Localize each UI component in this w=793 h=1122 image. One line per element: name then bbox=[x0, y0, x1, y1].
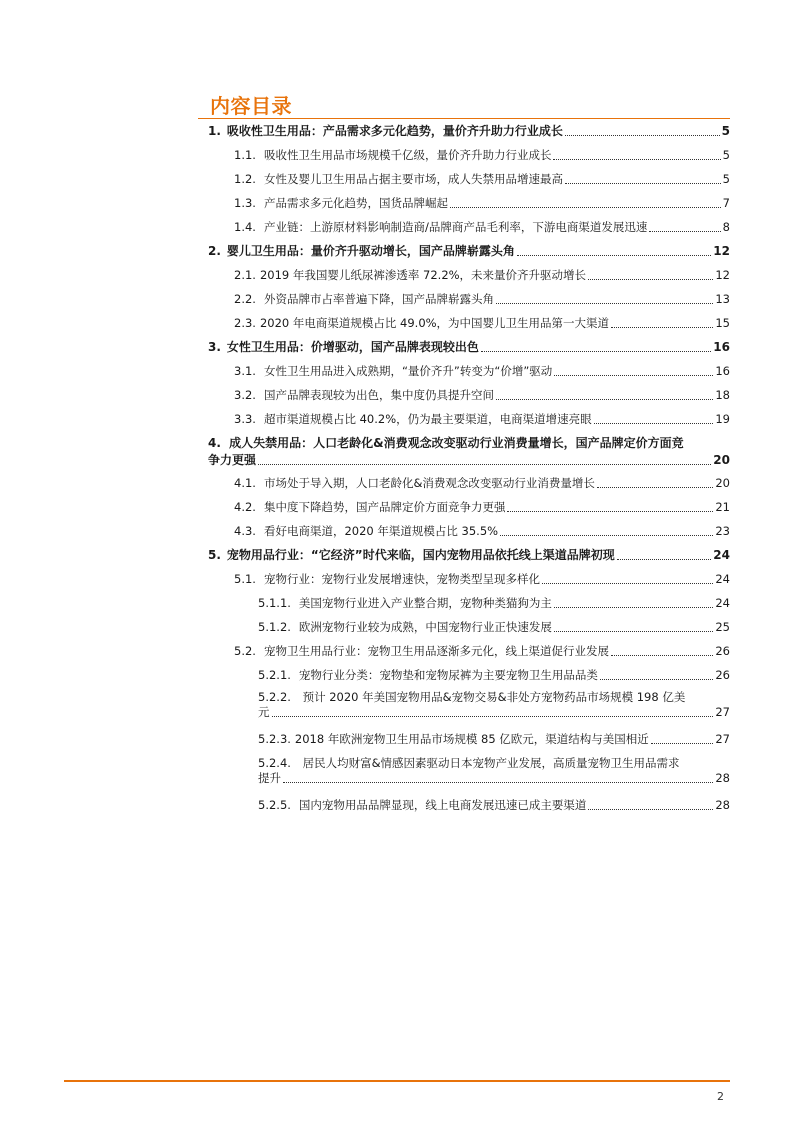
toc-entry-5-2-4[interactable] bbox=[258, 756, 730, 786]
toc-entry-5-2-1[interactable] bbox=[258, 668, 730, 683]
toc-leader-dots bbox=[588, 809, 713, 810]
toc-entry-number: 5.1.1. bbox=[258, 596, 291, 610]
toc-entry-5-2-3[interactable] bbox=[258, 732, 730, 747]
toc-entry-3[interactable] bbox=[208, 340, 730, 355]
toc-leader-dots bbox=[496, 399, 713, 400]
toc-entry-number: 1.1. bbox=[234, 148, 256, 162]
toc-entry-page: 21 bbox=[715, 500, 730, 514]
toc-entry-text: 宠物行业：宠物行业发展增速快，宠物类型呈现多样化 bbox=[263, 572, 540, 586]
toc-leader-dots bbox=[500, 535, 713, 536]
toc-entry-number: 5.1.2. bbox=[258, 620, 291, 634]
toc-entry-text: 欧洲宠物行业较为成熟，中国宠物行业正快速发展 bbox=[298, 620, 552, 634]
toc-leader-dots bbox=[600, 679, 713, 680]
toc-entry-text: 女性卫生用品进入成熟期，“量价齐升”转变为“价增”驱动 bbox=[263, 364, 553, 378]
toc-leader-dots bbox=[588, 279, 713, 280]
toc-entry-text: 女性卫生用品：价增驱动，国产品牌表现较出色 bbox=[226, 340, 479, 354]
toc-entry-number: 3.3. bbox=[234, 412, 256, 426]
toc-entry-4[interactable] bbox=[208, 436, 730, 468]
toc-leader-dots bbox=[283, 782, 713, 783]
toc-entry-text-continued: 提升 bbox=[258, 771, 281, 785]
toc-entry-text: 宠物行业分类：宠物垫和宠物尿裤为主要宠物卫生用品品类 bbox=[298, 668, 598, 682]
toc-leader-dots bbox=[651, 743, 714, 744]
toc-entry-page: 23 bbox=[715, 524, 730, 538]
toc-entry-text: 宠物用品行业：“它经济”时代来临，国内宠物用品依托线上渠道品牌初现 bbox=[226, 548, 615, 562]
toc-entry-line1 bbox=[258, 690, 730, 705]
toc-entry-number: 5.2.2. bbox=[258, 690, 291, 704]
toc-entry-page: 28 bbox=[715, 771, 730, 785]
toc-entry-5-1[interactable] bbox=[234, 572, 730, 587]
toc-title: 内容目录 bbox=[210, 94, 292, 118]
toc-leader-dots bbox=[542, 583, 713, 584]
toc-entry-text: 2020 年电商渠道规模占比 49.0%，为中国婴儿卫生用品第一大渠道 bbox=[259, 316, 610, 330]
toc-entry-number: 5.2. bbox=[234, 644, 256, 658]
toc-entry-number: 5.1. bbox=[234, 572, 256, 586]
toc-entry-text: 超市渠道规模占比 40.2%，仍为最主要渠道，电商渠道增速亮眼 bbox=[263, 412, 592, 426]
toc-leader-dots bbox=[554, 375, 713, 376]
toc-entry-page: 5 bbox=[722, 148, 730, 162]
toc-entry-page: 24 bbox=[715, 596, 730, 610]
toc-entry-1-3[interactable] bbox=[234, 196, 730, 211]
toc-entry-page: 27 bbox=[715, 732, 730, 746]
toc-entry-5-2[interactable] bbox=[234, 644, 730, 659]
toc-entry-2-3[interactable] bbox=[234, 316, 730, 331]
toc-entry-2-2[interactable] bbox=[234, 292, 730, 307]
toc-entry-text-continued: 元 bbox=[258, 705, 270, 719]
toc-entry-page: 28 bbox=[715, 798, 730, 812]
toc-entry-5-1-2[interactable] bbox=[258, 620, 730, 635]
toc-entry-text: 吸收性卫生用品市场规模千亿级，量价齐升助力行业成长 bbox=[263, 148, 552, 162]
toc-entry-text: 产业链：上游原材料影响制造商/品牌商产品毛利率，下游电商渠道发展迅速 bbox=[263, 220, 648, 234]
toc-entry-page: 5 bbox=[721, 124, 730, 138]
toc-leader-dots bbox=[450, 207, 721, 208]
footer-rule bbox=[64, 1080, 730, 1082]
toc-leader-dots bbox=[565, 135, 720, 136]
toc-entry-text: 外资品牌市占率普遍下降，国产品牌崭露头角 bbox=[263, 292, 494, 306]
toc-entry-number: 1.3. bbox=[234, 196, 256, 210]
page-number: 2 bbox=[717, 1090, 724, 1103]
toc-leader-dots bbox=[611, 327, 713, 328]
toc-entry-text: 预计 2020 年美国宠物用品&宠物交易&非处方宠物药品市场规模 198 亿美 bbox=[302, 690, 686, 704]
toc-entry-text: 婴儿卫生用品：量价齐升驱动增长，国产品牌崭露头角 bbox=[226, 244, 515, 258]
toc-title-rule bbox=[198, 118, 730, 119]
toc-entry-3-2[interactable] bbox=[234, 388, 730, 403]
toc-entry-number: 2.2. bbox=[234, 292, 256, 306]
toc-entry-text: 市场处于导入期，人口老龄化&消费观念改变驱动行业消费量增长 bbox=[263, 476, 595, 490]
toc-entry-line2 bbox=[258, 705, 730, 720]
toc-leader-dots bbox=[258, 464, 711, 465]
toc-leader-dots bbox=[554, 607, 713, 608]
toc-entry-text: 女性及婴儿卫生用品占据主要市场，成人失禁用品增速最高 bbox=[263, 172, 563, 186]
toc-entry-1-4[interactable] bbox=[234, 220, 730, 235]
toc-entry-number: 5.2.1. bbox=[258, 668, 291, 682]
toc-entry-page: 24 bbox=[715, 572, 730, 586]
toc-leader-dots bbox=[611, 655, 713, 656]
toc-entry-page: 26 bbox=[715, 644, 730, 658]
toc-entry-text: 国产品牌表现较为出色，集中度仍具提升空间 bbox=[263, 388, 494, 402]
toc-entry-number: 3.2. bbox=[234, 388, 256, 402]
toc-entry-number: 1. bbox=[208, 124, 221, 138]
toc-leader-dots bbox=[617, 559, 712, 560]
toc-entry-text: 吸收性卫生用品：产品需求多元化趋势，量价齐升助力行业成长 bbox=[226, 124, 563, 138]
toc-entry-line2 bbox=[258, 771, 730, 786]
toc-entry-number: 4.2. bbox=[234, 500, 256, 514]
toc-entry-number: 4. bbox=[208, 436, 221, 450]
toc-entry-3-1[interactable] bbox=[234, 364, 730, 379]
toc-leader-dots bbox=[481, 351, 711, 352]
toc-entry-1-2[interactable] bbox=[234, 172, 730, 187]
toc-entry-text: 美国宠物行业进入产业整合期，宠物种类猫狗为主 bbox=[298, 596, 552, 610]
toc-entry-page: 12 bbox=[713, 244, 730, 258]
toc-entry-page: 20 bbox=[715, 476, 730, 490]
toc-entry-text: 集中度下降趋势，国产品牌定价方面竞争力更强 bbox=[263, 500, 506, 514]
toc-entry-number: 2. bbox=[208, 244, 221, 258]
toc-entry-page: 5 bbox=[722, 172, 730, 186]
toc-entry-5-2-2[interactable] bbox=[258, 690, 730, 720]
toc-entry-number: 3. bbox=[208, 340, 221, 354]
toc-entry-page: 12 bbox=[715, 268, 730, 282]
toc-entry-page: 27 bbox=[715, 705, 730, 719]
toc-entry-page: 24 bbox=[713, 548, 730, 562]
toc-leader-dots bbox=[565, 183, 721, 184]
toc-entry-2[interactable] bbox=[208, 244, 730, 259]
toc-entry-page: 25 bbox=[715, 620, 730, 634]
toc-entry-number: 5.2.5. bbox=[258, 798, 291, 812]
toc-entry-number: 3.1. bbox=[234, 364, 256, 378]
toc-entry-4-1[interactable] bbox=[234, 476, 730, 491]
toc-entry-number: 2.1. bbox=[234, 268, 256, 282]
toc-entry-5[interactable] bbox=[208, 548, 730, 563]
toc-leader-dots bbox=[517, 255, 711, 256]
toc-leader-dots bbox=[496, 303, 713, 304]
toc-entry-1-1[interactable] bbox=[234, 148, 730, 163]
toc-leader-dots bbox=[594, 423, 714, 424]
toc-entry-text: 2019 年我国婴儿纸尿裤渗透率 72.2%，未来量价齐升驱动增长 bbox=[259, 268, 587, 282]
toc-entry-number: 1.4. bbox=[234, 220, 256, 234]
toc-entry-page: 19 bbox=[715, 412, 730, 426]
toc-leader-dots bbox=[272, 716, 714, 717]
toc-entry-text: 国内宠物用品品牌显现，线上电商发展迅速已成主要渠道 bbox=[298, 798, 587, 812]
toc-entry-line1 bbox=[258, 756, 730, 771]
toc-entry-line1 bbox=[208, 436, 730, 451]
toc-entry-3-3[interactable] bbox=[234, 412, 730, 427]
toc-entry-number: 2.3. bbox=[234, 316, 256, 330]
toc-entry-number: 5.2.3. bbox=[258, 732, 291, 746]
toc-entry-page: 15 bbox=[715, 316, 730, 330]
toc-entry-line2 bbox=[208, 453, 730, 468]
toc-entry-1[interactable] bbox=[208, 124, 730, 139]
toc-entry-4-2[interactable] bbox=[234, 500, 730, 515]
toc-entry-text-continued: 争力更强 bbox=[208, 453, 257, 467]
toc-entry-text: 看好电商渠道，2020 年渠道规模占比 35.5% bbox=[263, 524, 499, 538]
toc-entry-text: 宠物卫生用品行业：宠物卫生用品逐渐多元化，线上渠道促行业发展 bbox=[263, 644, 609, 658]
toc-entry-text: 居民人均财富&情感因素驱动日本宠物产业发展，高质量宠物卫生用品需求 bbox=[302, 756, 680, 770]
toc-entry-4-3[interactable] bbox=[234, 524, 730, 539]
toc-entry-page: 13 bbox=[715, 292, 730, 306]
toc-leader-dots bbox=[553, 159, 720, 160]
toc-entry-number: 4.3. bbox=[234, 524, 256, 538]
toc-entry-page: 26 bbox=[715, 668, 730, 682]
toc-entry-page: 20 bbox=[713, 453, 730, 467]
toc-entry-page: 16 bbox=[715, 364, 730, 378]
toc-leader-dots bbox=[554, 631, 713, 632]
toc-entry-text: 产品需求多元化趋势，国货品牌崛起 bbox=[263, 196, 448, 210]
toc-leader-dots bbox=[649, 231, 720, 232]
toc-entry-page: 8 bbox=[722, 220, 730, 234]
toc-entry-2-1[interactable] bbox=[234, 268, 730, 283]
toc-entry-text: 2018 年欧洲宠物卫生用品市场规模 85 亿欧元，渠道结构与美国相近 bbox=[294, 732, 649, 746]
toc-entry-page: 18 bbox=[715, 388, 730, 402]
toc-entry-5-2-5[interactable] bbox=[258, 798, 730, 813]
toc-entry-5-1-1[interactable] bbox=[258, 596, 730, 611]
toc-entry-number: 1.2. bbox=[234, 172, 256, 186]
toc-entry-number: 5.2.4. bbox=[258, 756, 291, 770]
toc-entry-page: 7 bbox=[722, 196, 730, 210]
toc-entry-text: 成人失禁用品：人口老龄化&消费观念改变驱动行业消费量增长，国产品牌定价方面竞 bbox=[229, 436, 684, 450]
toc-entry-number: 5. bbox=[208, 548, 221, 562]
toc-leader-dots bbox=[507, 511, 713, 512]
toc-entry-page: 16 bbox=[713, 340, 730, 354]
toc-entry-number: 4.1. bbox=[234, 476, 256, 490]
toc-leader-dots bbox=[597, 487, 713, 488]
